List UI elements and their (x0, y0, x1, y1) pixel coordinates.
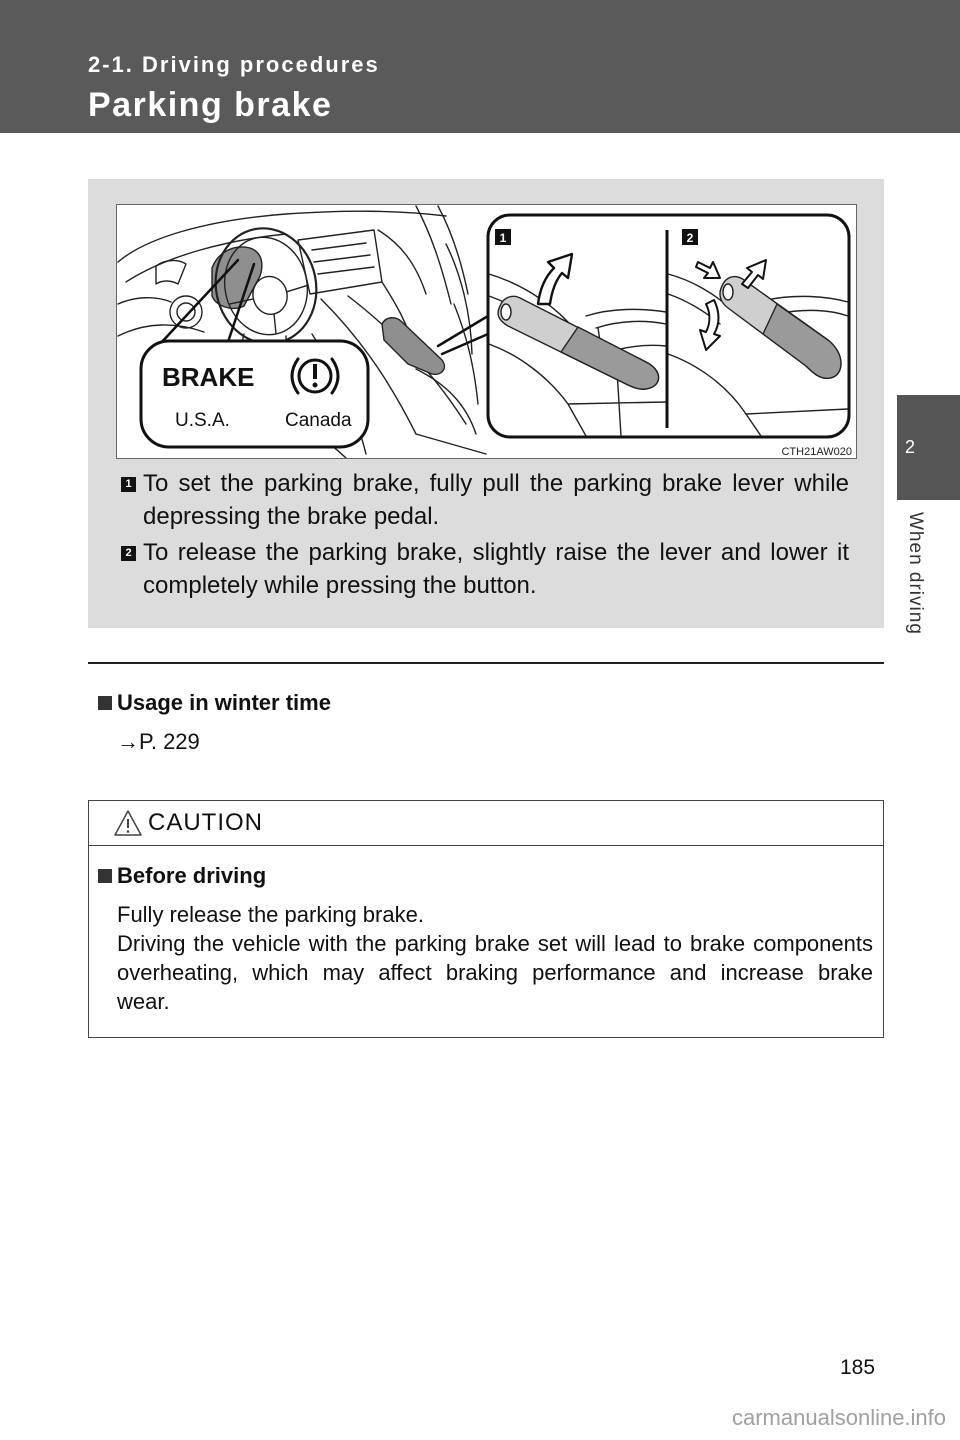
note-heading: Usage in winter time (117, 690, 331, 715)
caution-body-line: wear. (117, 989, 170, 1014)
section-divider (88, 662, 884, 664)
step-text-line: completely while pressing the button. (143, 572, 537, 599)
panel-label-2: 2 (686, 231, 694, 245)
caution-body-line: Driving the vehicle with the parking brake set will lead to brake components (117, 931, 873, 956)
step-text-line: To release the parking brake, slightly raise the lever and lower it (143, 539, 849, 566)
page-title: Parking brake (88, 86, 333, 124)
step-release-brake (125, 536, 849, 602)
region-canada-label: Canada (285, 410, 352, 431)
panel-label-1: 1 (499, 231, 507, 245)
caution-title: CAUTION (148, 809, 263, 836)
caution-heading: Before driving (117, 863, 267, 888)
caution-intro: Fully release the parking brake. (117, 902, 424, 927)
step-text-line: depressing the brake pedal. (143, 503, 440, 530)
page-reference-link[interactable]: →P. 229 (117, 729, 200, 754)
page-number: 185 (840, 1356, 876, 1379)
figure-code: CTH21AW020 (781, 446, 852, 458)
lever-operation-callout (488, 215, 849, 437)
parking-brake-illustration (116, 204, 857, 459)
section-label: 2-1. Driving procedures (88, 52, 380, 77)
brake-indicator-text: BRAKE (162, 362, 255, 392)
step-set-brake (125, 467, 849, 533)
chapter-number: 2 (905, 437, 916, 457)
caution-header-divider (88, 845, 884, 846)
step-text-line: To set the parking brake, fully pull the parking brake lever while (143, 470, 849, 497)
region-usa-label: U.S.A. (175, 410, 230, 431)
square-bullet-icon (98, 869, 112, 883)
square-bullet-icon (98, 696, 112, 710)
chapter-label: When driving (905, 512, 926, 635)
watermark: carmanualsonline.info (732, 1405, 947, 1430)
step-number-badge: 1 (121, 477, 136, 492)
brake-indicator-callout (141, 341, 368, 447)
caution-body (117, 929, 873, 1016)
warning-triangle-icon (114, 809, 142, 837)
caution-body-line: overheating, which may affect braking performance and increase brake (117, 960, 873, 985)
step-number-badge: 2 (121, 546, 136, 561)
